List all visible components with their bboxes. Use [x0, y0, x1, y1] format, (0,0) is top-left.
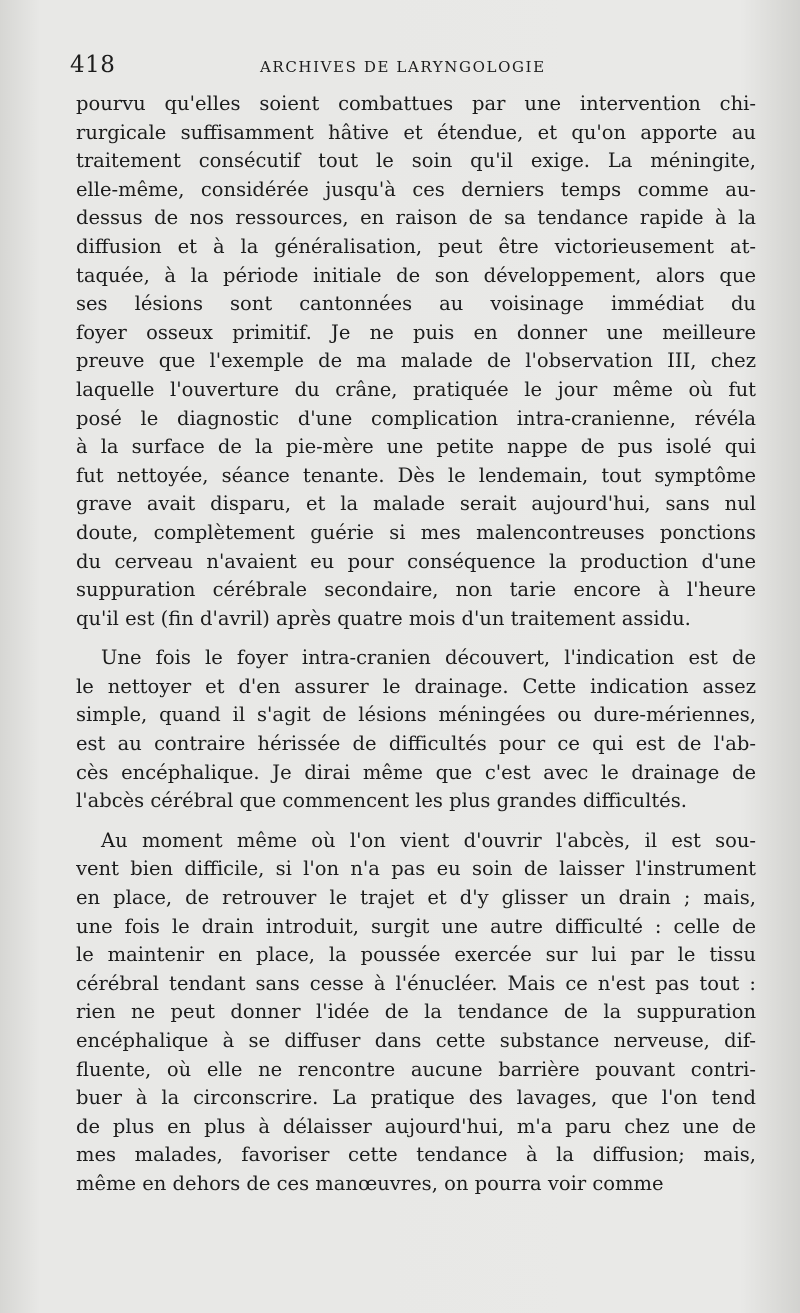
text-line: pourvu qu'elles soient combattues par une intervention chi- [76, 92, 756, 115]
text-line: doute, complètement guérie si mes malencontreuses ponctions [76, 520, 756, 544]
text-line: du cerveau n'avaient eu pour conséquence la production d'une [76, 549, 756, 573]
text-line: traitement consécutif tout le soin qu'il exige. La méningite, [76, 149, 756, 173]
text-line: même en dehors de ces manœuvres, on pourra voir comme [76, 1171, 664, 1195]
text-line: l'abcès cérébral que commencent les plus grandes difficultés. [76, 789, 687, 813]
text-line: de plus en plus à délaisser aujourd'hui, m'a paru chez une de [76, 1114, 756, 1138]
text-line: fut nettoyée, séance tenante. Dès le lendemain, tout symptôme [76, 463, 756, 487]
text-line: le nettoyer et d'en assurer le drainage. Cette indication assez [76, 674, 756, 698]
text-line: ses lésions sont cantonnées au voisinage immédiat du [76, 292, 756, 316]
text-line: à la surface de la pie-mère une petite nappe de pus isolé qui [76, 435, 756, 459]
text-line: encéphalique à se diffuser dans cette substance nerveuse, dif- [76, 1029, 756, 1052]
journal-title: ARCHIVES DE LARYNGOLOGIE [260, 58, 546, 76]
text-line: buer à la circonscrire. La pratique des lavages, que l'on tend [76, 1086, 756, 1110]
text-line: dessus de nos ressources, en raison de sa tendance rapide à la [76, 206, 756, 230]
text-line: posé le diagnostic d'une complication intra-cranienne, révéla [76, 406, 756, 430]
text-line: rurgicale suffisamment hâtive et étendue, et qu'on apporte au [76, 120, 756, 144]
text-line: Une fois le foyer intra-cranien découvert, l'indication est de [101, 646, 756, 670]
text-line: est au contraire hérissée de difficultés pour ce qui est de l'ab- [76, 732, 756, 756]
text-line: rien ne peut donner l'idée de la tendance de la suppuration [76, 1000, 756, 1024]
text-line: cérébral tendant sans cesse à l'énucléer. Mais ce n'est pas tout : [76, 971, 756, 995]
text-line: fluente, où elle ne rencontre aucune barrière pouvant contri- [76, 1057, 756, 1081]
text-line: elle-même, considérée jusqu'à ces derniers temps comme au- [76, 177, 756, 201]
text-line: taquée, à la période initiale de son développement, alors que [76, 263, 756, 287]
text-line: laquelle l'ouverture du crâne, pratiquée le jour même où fut [76, 377, 756, 401]
text-line: Au moment même où l'on vient d'ouvrir l'abcès, il est sou- [101, 828, 756, 852]
text-line: qu'il est (fin d'avril) après quatre mois d'un traitement assidu. [76, 606, 691, 630]
paragraph-1 [76, 90, 756, 633]
text-line: mes malades, favoriser cette tendance à la diffusion; mais, [76, 1143, 756, 1167]
text-line: diffusion et à la généralisation, peut être victorieusement at- [76, 234, 756, 258]
text-line: vent bien difficile, si l'on n'a pas eu soin de laisser l'instrument [76, 857, 756, 881]
text-line: preuve que l'exemple de ma malade de l'observation III, chez [76, 349, 756, 373]
text-line: foyer osseux primitif. Je ne puis en donner une meilleure [76, 320, 756, 344]
text-line: le maintenir en place, la poussée exercée sur lui par le tissu [76, 943, 756, 967]
running-head [70, 52, 750, 82]
text-line: simple, quand il s'agit de lésions méningées ou dure-mériennes, [76, 703, 756, 727]
paragraph-gap [76, 816, 756, 827]
paragraph-2 [76, 644, 756, 816]
text-line: grave avait disparu, et la malade serait aujourd'hui, sans nul [76, 492, 756, 516]
text-line: cès encéphalique. Je dirai même que c'est avec le drainage de [76, 760, 756, 784]
paragraph-gap [76, 633, 756, 644]
page-number: 418 [70, 52, 116, 78]
text-line: suppuration cérébrale secondaire, non tarie encore à l'heure [76, 578, 756, 602]
text-line: une fois le drain introduit, surgit une autre difficulté : celle de [76, 914, 756, 938]
body-text [76, 90, 756, 1199]
text-line: en place, de retrouver le trajet et d'y glisser un drain ; mais, [76, 886, 756, 910]
paragraph-3 [76, 827, 756, 1199]
